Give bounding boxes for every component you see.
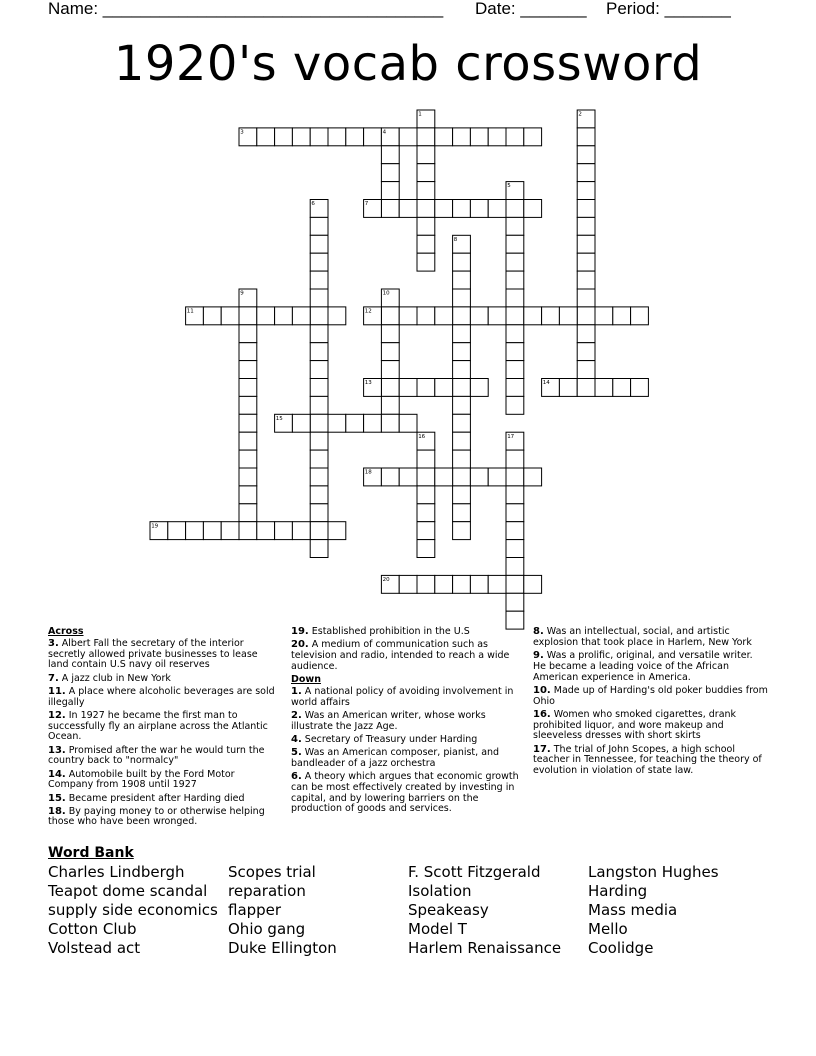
down-clue: 9. Was a prolific, original, and versatile writer. He became a leading voice of the African American experience in America. [533,649,753,683]
clue-number-label: 8 [453,236,458,243]
crossword-cell[interactable] [506,504,524,522]
across-clue: 7. A jazz club in New York [48,672,171,684]
crossword-cell[interactable] [506,325,524,343]
crossword-cell[interactable] [506,379,524,397]
crossword-cell[interactable] [239,307,257,325]
crossword-cell[interactable] [506,343,524,361]
crossword-cell[interactable] [310,289,328,307]
crossword-cell[interactable] [435,128,453,146]
word-bank-item: Coolidge [588,939,654,957]
crossword-cell[interactable] [453,325,471,343]
crossword-cell[interactable] [506,271,524,289]
crossword-cell[interactable] [506,558,524,576]
crossword-cell[interactable] [488,128,506,146]
crossword-cell[interactable] [239,432,257,450]
crossword-cell[interactable] [577,217,595,235]
crossword-cell[interactable] [631,307,649,325]
crossword-cell[interactable] [488,575,506,593]
word-bank-item: reparation [228,882,306,900]
word-bank-item: Volstead act [48,939,141,957]
crossword-cell[interactable] [506,575,524,593]
crossword-cell[interactable] [506,217,524,235]
crossword-cell[interactable] [328,522,346,540]
clue-number-label: 19 [151,523,159,530]
crossword-cell[interactable] [203,522,221,540]
crossword-cell[interactable] [310,379,328,397]
word-bank-column-1 [48,863,218,958]
crossword-cell[interactable] [346,128,364,146]
crossword-cell[interactable] [435,379,453,397]
crossword-cell[interactable] [595,307,613,325]
crossword-cell[interactable] [364,128,382,146]
crossword-cell[interactable] [257,522,275,540]
crossword-cell[interactable] [292,128,310,146]
crossword-cell[interactable] [310,414,328,432]
down-clue: 10. Made up of Harding's old poker buddies from Ohio [533,684,768,707]
crossword-cell[interactable] [239,522,257,540]
crossword-cell[interactable] [417,182,435,200]
crossword-cell[interactable] [453,414,471,432]
crossword-cell[interactable] [453,486,471,504]
crossword-cell[interactable] [310,540,328,558]
crossword-cell[interactable] [506,253,524,271]
crossword-cell[interactable] [506,200,524,218]
crossword-cell[interactable] [381,307,399,325]
crossword-cell[interactable] [453,504,471,522]
crossword-cell[interactable] [168,522,186,540]
crossword-cell[interactable] [577,128,595,146]
crossword-cell[interactable] [506,235,524,253]
word-bank-column-2 [228,863,337,958]
across-clue: 12. In 1927 he became the first man to successfully fly an airplane across the Atlantic Ocean. [48,709,268,743]
crossword-cell[interactable] [453,271,471,289]
crossword-cell[interactable] [364,414,382,432]
crossword-cell[interactable] [417,217,435,235]
down-clue: 5. Was an American composer, pianist, and bandleader of a jazz orchestra [291,746,500,769]
word-bank-item: Speakeasy [408,901,489,919]
crossword-cell[interactable] [470,575,488,593]
across-clue: 20. A medium of communication such as television and radio, intended to reach a wide audience. [291,639,510,672]
crossword-cell[interactable] [310,343,328,361]
clues-column-3 [533,627,768,779]
crossword-cell[interactable] [310,504,328,522]
down-clue: 17. The trial of John Scopes, a high school teacher in Tennessee, for teaching the theory of evolution in violation of state law. [533,743,762,777]
crossword-cell[interactable] [435,307,453,325]
crossword-cell[interactable] [399,468,417,486]
crossword-cell[interactable] [310,396,328,414]
crossword-cell[interactable] [453,379,471,397]
down-clue: 2. Was an American writer, whose works illustrate the Jazz Age. [291,709,486,732]
across-clue: 3. Albert Fall the secretary of the interior secretly allowed private businesses to lease land contain U.S navy oil reserves [48,637,258,671]
down-clue: 1. A national policy of avoiding involvement in world affairs [291,685,514,708]
crossword-cell[interactable] [524,468,542,486]
crossword-cell[interactable] [381,146,399,164]
crossword-cell[interactable] [203,307,221,325]
crossword-cell[interactable] [417,486,435,504]
word-bank-title: Word Bank [48,845,134,861]
word-bank-item: Langston Hughes [588,863,719,881]
crossword-cell[interactable] [381,396,399,414]
crossword-cell[interactable] [506,450,524,468]
clues-column-1 [48,627,276,831]
crossword-cell[interactable] [453,522,471,540]
crossword-cell[interactable] [470,307,488,325]
across-clue: 11. A place where alcoholic beverages are sold illegally [48,685,275,708]
crossword-cell[interactable] [239,450,257,468]
word-bank-item: Cotton Club [48,920,137,938]
crossword-cell[interactable] [613,379,631,397]
word-bank-item: supply side economics [48,901,218,919]
crossword-cell[interactable] [488,200,506,218]
clue-number-label: 10 [382,290,390,297]
crossword-cell[interactable] [399,200,417,218]
crossword-cell[interactable] [417,253,435,271]
crossword-cell[interactable] [453,361,471,379]
across-clue: 13. Promised after the war he would turn the country back to "normalcy" [48,744,265,767]
crossword-cell[interactable] [399,379,417,397]
crossword-cell[interactable] [453,575,471,593]
crossword-cell[interactable] [577,271,595,289]
crossword-cell[interactable] [399,414,417,432]
clue-number-label: 15 [275,415,283,422]
crossword-cell[interactable] [310,235,328,253]
word-bank-item: Scopes trial [228,863,316,881]
crossword-cell[interactable] [239,396,257,414]
word-bank-item: Charles Lindbergh [48,863,185,881]
crossword-cell[interactable] [275,307,293,325]
crossword-cell[interactable] [381,343,399,361]
crossword-cell[interactable] [453,200,471,218]
crossword-cell[interactable] [381,182,399,200]
crossword-cell[interactable] [453,289,471,307]
crossword-cell[interactable] [631,379,649,397]
date-field[interactable]: Date: _______ [475,0,587,18]
crossword-cell[interactable] [524,128,542,146]
word-bank-item: Teapot dome scandal [48,882,208,900]
crossword-cell[interactable] [577,253,595,271]
crossword-cell[interactable] [381,468,399,486]
crossword-cell[interactable] [506,307,524,325]
crossword-cell[interactable] [577,200,595,218]
crossword-cell[interactable] [488,307,506,325]
across-clue: 15. Became president after Harding died [48,792,245,804]
crossword-cell[interactable] [506,289,524,307]
crossword-cell[interactable] [506,593,524,611]
across-heading: Across [48,626,84,637]
crossword-cell[interactable] [346,414,364,432]
clue-number-label: 12 [364,308,372,315]
down-clue: 16. Women who smoked cigarettes, drank prohibited liquor, and wore makeup and sleeveless dresses with short skirts [533,708,737,742]
crossword-cell[interactable] [453,343,471,361]
crossword-cell[interactable] [417,146,435,164]
crossword-cell[interactable] [292,414,310,432]
crossword-cell[interactable] [275,128,293,146]
crossword-cell[interactable] [470,468,488,486]
name-field[interactable]: Name: ____________________________________ [48,0,444,18]
crossword-cell[interactable] [310,253,328,271]
word-bank-item: Harding [588,882,648,900]
crossword-cell[interactable] [506,468,524,486]
crossword-cell[interactable] [577,146,595,164]
crossword-cell[interactable] [381,414,399,432]
crossword-cell[interactable] [186,522,204,540]
crossword-cell[interactable] [310,217,328,235]
crossword-cell[interactable] [435,200,453,218]
crossword-cell[interactable] [524,200,542,218]
word-bank-item: Ohio gang [228,920,306,938]
crossword-cell[interactable] [310,325,328,343]
crossword-cell[interactable] [381,200,399,218]
crossword-cell[interactable] [399,307,417,325]
crossword-cell[interactable] [275,522,293,540]
word-bank-item: Isolation [408,882,472,900]
crossword-cell[interactable] [470,200,488,218]
crossword-cell[interactable] [310,432,328,450]
crossword-cell[interactable] [239,504,257,522]
crossword-cell[interactable] [506,361,524,379]
clue-number-label: 13 [364,380,372,387]
crossword-cell[interactable] [417,575,435,593]
crossword-cell[interactable] [470,379,488,397]
crossword-cell[interactable] [417,128,435,146]
clue-number-label: 4 [382,129,387,136]
across-clue: 18. By paying money to or otherwise helping those who have been wronged. [48,805,265,828]
crossword-cell[interactable] [577,361,595,379]
crossword-cell[interactable] [239,325,257,343]
across-clue: 19. Established prohibition in the U.S [291,626,470,637]
crossword-cell[interactable] [417,307,435,325]
crossword-cell[interactable] [381,325,399,343]
crossword-cell[interactable] [453,468,471,486]
down-clue: 4. Secretary of Treasury under Harding [291,733,478,745]
crossword-cell[interactable] [577,164,595,182]
crossword-cell[interactable] [453,128,471,146]
crossword-cell[interactable] [417,522,435,540]
crossword-cell[interactable] [577,289,595,307]
crossword-cell[interactable] [310,486,328,504]
crossword-cell[interactable] [292,522,310,540]
across-clue: 14. Automobile built by the Ford Motor Company from 1908 until 1927 [48,768,235,791]
crossword-cell[interactable] [595,379,613,397]
crossword-cell[interactable] [239,361,257,379]
clue-number-label: 20 [382,577,390,583]
crossword-cell[interactable] [417,450,435,468]
crossword-cell[interactable] [470,128,488,146]
crossword-cell[interactable] [542,307,560,325]
clue-number-label: 18 [364,469,372,476]
clue-number-label: 7 [364,201,369,208]
crossword-cell[interactable] [417,164,435,182]
crossword-cell[interactable] [613,307,631,325]
clues-column-2 [291,627,523,817]
crossword-cell[interactable] [381,379,399,397]
crossword-cell[interactable] [559,307,577,325]
crossword-cell[interactable] [399,128,417,146]
crossword-cell[interactable] [506,128,524,146]
crossword-cell[interactable] [221,522,239,540]
period-field[interactable]: Period: _______ [606,0,731,18]
crossword-cell[interactable] [239,343,257,361]
crossword-cell[interactable] [577,235,595,253]
crossword-cell[interactable] [292,307,310,325]
crossword-cell[interactable] [310,128,328,146]
crossword-cell[interactable] [506,486,524,504]
word-bank-item: Mello [588,920,628,938]
crossword-cell[interactable] [239,379,257,397]
crossword-cell[interactable] [577,343,595,361]
word-bank-column-3 [408,863,561,958]
crossword-cell[interactable] [453,253,471,271]
clue-number-label: 3 [240,129,244,136]
crossword-cell[interactable] [239,486,257,504]
crossword-cell[interactable] [506,522,524,540]
crossword-cell[interactable] [524,307,542,325]
crossword-cell[interactable] [577,325,595,343]
word-bank-item: F. Scott Fitzgerald [408,863,541,881]
crossword-cell[interactable] [559,379,577,397]
crossword-cell[interactable] [488,468,506,486]
crossword-cell[interactable] [310,271,328,289]
crossword-cell[interactable] [399,575,417,593]
crossword-cell[interactable] [328,414,346,432]
crossword-cell[interactable] [417,379,435,397]
crossword-cell[interactable] [310,450,328,468]
down-clue: 8. Was an intellectual, social, and artistic explosion that took place in Harlem, New York [533,626,752,648]
crossword-cell[interactable] [417,235,435,253]
word-bank-item: Mass media [588,901,678,919]
page-title: 1920's vocab crossword [113,36,703,92]
crossword-cell[interactable] [310,468,328,486]
crossword-cell[interactable] [310,361,328,379]
crossword-cell[interactable] [453,307,471,325]
crossword-cell[interactable] [310,522,328,540]
clue-number-label: 9 [240,290,244,297]
crossword-cell[interactable] [577,379,595,397]
crossword-cell[interactable] [381,164,399,182]
crossword-cell[interactable] [221,307,239,325]
crossword-cell[interactable] [453,450,471,468]
crossword-cell[interactable] [506,540,524,558]
word-bank-item: Duke Ellington [228,939,337,957]
crossword-cell[interactable] [328,307,346,325]
clue-number-label: 2 [578,111,582,118]
crossword-cell[interactable] [435,575,453,593]
crossword-cell[interactable] [328,128,346,146]
crossword-cell[interactable] [417,468,435,486]
clue-number-label: 6 [311,201,315,208]
clue-number-label: 17 [507,433,515,440]
crossword-cell[interactable] [506,396,524,414]
crossword-cell[interactable] [417,504,435,522]
clue-number-label: 16 [418,433,426,440]
crossword-cell[interactable] [417,540,435,558]
clue-number-label: 14 [542,380,550,387]
crossword-cell[interactable] [417,200,435,218]
word-bank-item: Model T [408,920,467,938]
clue-number-label: 5 [507,183,511,190]
clue-number-label: 11 [186,308,194,315]
crossword-cell[interactable] [577,307,595,325]
crossword-cell[interactable] [453,432,471,450]
crossword-cell[interactable] [239,414,257,432]
word-bank-item: flapper [228,901,282,919]
crossword-cell[interactable] [257,128,275,146]
crossword-cell[interactable] [310,307,328,325]
crossword-cell[interactable] [453,396,471,414]
down-clue: 6. A theory which argues that economic growth can be most effectively created by investing in capital, and by lowering barriers on the production of goods and services. [291,770,519,815]
crossword-cell[interactable] [381,361,399,379]
crossword-cell[interactable] [577,182,595,200]
word-bank-item: Harlem Renaissance [408,939,562,957]
crossword-cell[interactable] [435,468,453,486]
clue-number-label: 1 [418,111,422,118]
crossword-cell[interactable] [524,575,542,593]
down-heading: Down [291,673,321,685]
word-bank-column-4 [588,863,719,958]
crossword-cell[interactable] [257,307,275,325]
crossword-cell[interactable] [239,468,257,486]
